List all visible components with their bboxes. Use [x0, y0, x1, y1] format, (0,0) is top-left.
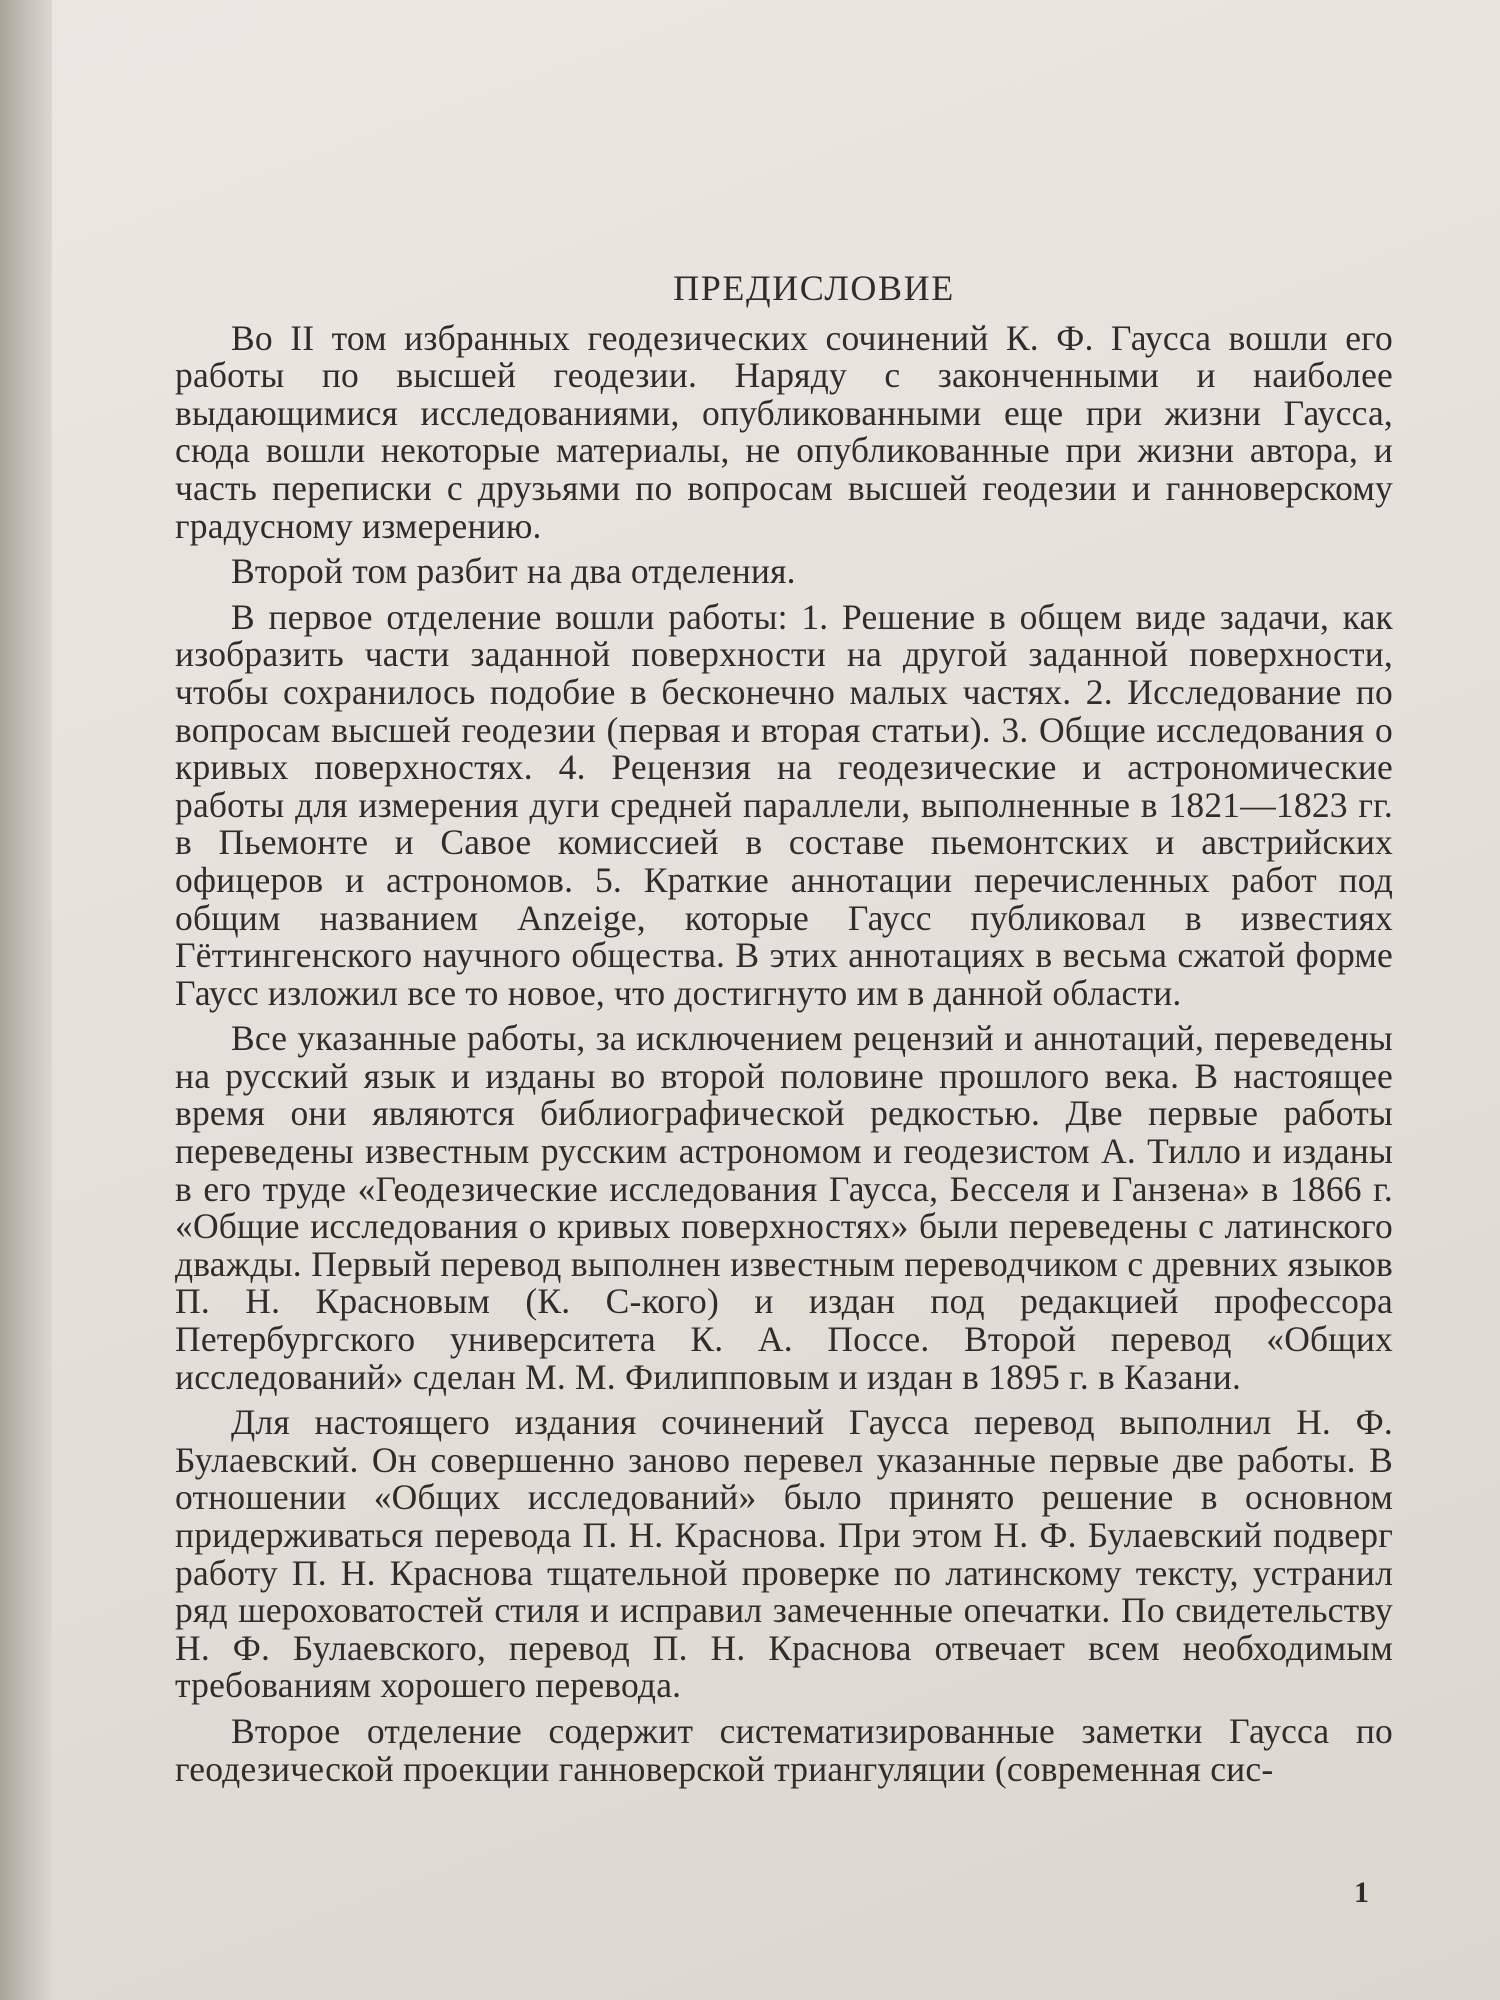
page-number: 1: [1354, 1876, 1369, 1909]
paragraph-2: Второй том разбит на два отделения.: [231, 551, 796, 592]
page-text-block: [175, 270, 1393, 1796]
paragraph-6: Второе отделение содержит систематизированные заметки Гаусса по геодезической проекции ганноверской триангуляции (современная сис-: [175, 1710, 1393, 1789]
paragraph-1: Во II том избранных геодезических сочинений К. Ф. Гаусса вошли его работы по высшей геодезии. Наряду с законченными и наиболее выдающимися исследованиями, опубликованными еще при жизни Гаусса, сюда вошли некоторые материалы, не опубликованные при жизни автора, и часть переписки с друзьями по вопросам высшей геодезии и ганноверскому градусному измерению.: [175, 317, 1393, 546]
paragraph-3: В первое отделение вошли работы: 1. Решение в общем виде задачи, как изобразить части заданной поверхности на другой заданной поверхности, чтобы сохранилось подобие в бесконечно малых частях. 2. Исследование по вопросам высшей геодезии (первая и вторая статьи). 3. Общие исследования о кривых поверхностях. 4. Рецензия на геодезические и астрономические работы для измерения дуги средней параллели, выполненные в 1821—1823 гг. в Пьемонте и Савое комиссией в составе пьемонтских и австрийских офицеров и астрономов. 5. Краткие аннотации перечисленных работ под общим названием Anzeige, которые Гаусс публиковал в известиях Гёттингенского научного общества. В этих аннотациях в весьма сжатой форме Гаусс изложил все то новое, что достигнуто им в данной области.: [175, 596, 1393, 1013]
page-title: ПРЕДИСЛОВИЕ: [673, 268, 955, 308]
book-page: [52, 0, 1500, 2000]
book-spine-shadow: [0, 0, 52, 2000]
paragraph-4: Все указанные работы, за исключением рецензий и аннотаций, переведены на русский язык и изданы во второй половине прошлого века. В настоящее время они являются библиографической редкостью. Две первые работы переведены известным русским астрономом и геодезистом А. Тилло и изданы в его труде «Геодезические исследования Гаусса, Бесселя и Ганзена» в 1866 г. «Общие исследования о кривых поверхностях» были переведены с латинского дважды. Первый перевод выполнен известным переводчиком с древних языков П. Н. Красновым (К. С-кого) и издан под редакцией профессора Петербургского университета К. А. Поссе. Второй перевод «Общих исследований» сделан М. М. Филипповым и издан в 1895 г. в Казани.: [175, 1018, 1393, 1397]
paragraph-5: Для настоящего издания сочинений Гаусса перевод выполнил Н. Ф. Булаевский. Он совершенно заново перевел указанные первые две работы. В отношении «Общих исследований» было принято решение в основном придерживаться перевода П. Н. Краснова. При этом Н. Ф. Булаевский подверг работу П. Н. Краснова тщательной проверке по латинскому тексту, устранил ряд шероховатостей стиля и исправил замеченные опечатки. По свидетельству Н. Ф. Булаевского, перевод П. Н. Краснова отвечает всем необходимым требованиям хорошего перевода.: [175, 1402, 1393, 1706]
